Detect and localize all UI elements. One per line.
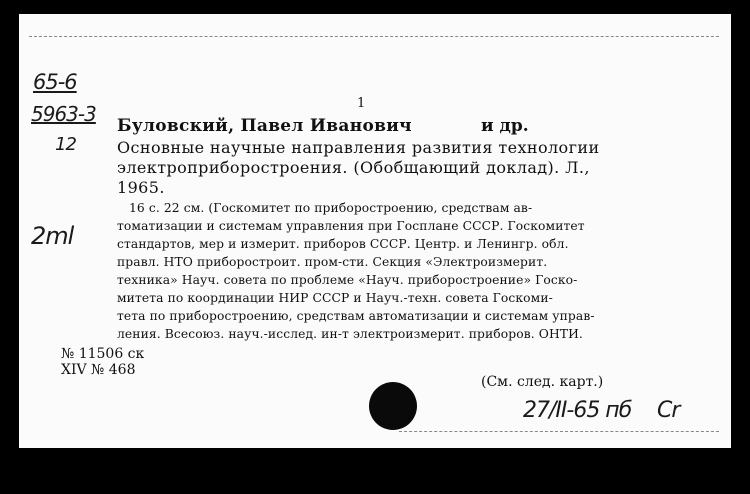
title-line-2: электроприборостроения. (Обобщающий доклад). Л., (117, 158, 590, 177)
body-line-8: ления. Всесоюз. науч.-исслед. ин-т электроизмерит. приборов. ОНТИ. (117, 327, 583, 341)
bottom-dashed-rule (399, 431, 719, 432)
punch-hole (369, 382, 417, 430)
continuation-note: (См. след. карт.) (481, 374, 604, 390)
title-line-3: 1965. (117, 178, 165, 197)
body-line-2: томатизации и системам управления при Госплане СССР. Госкомитет (117, 219, 585, 233)
handwritten-stamp-initials: Cr (657, 398, 680, 423)
author-name: Буловский, Павел Иванович (117, 116, 412, 136)
body-line-1: 16 с. 22 см. (Госкомитет по приборостроению, средствам ав- (129, 201, 533, 215)
body-line-3: стандартов, мер и измерит. приборов СССР. Центр. и Ленингр. обл. (117, 237, 569, 251)
coauthors: и др. (481, 116, 529, 136)
top-dashed-rule (29, 36, 719, 37)
handwritten-date-stamp: 27/II-65 пб (523, 398, 632, 423)
handwritten-shelf-mark: 65-6 (33, 70, 77, 94)
handwritten-shelf-mark-2: 5963-3 (31, 102, 96, 126)
handwritten-shelf-mark-3: 12 (55, 134, 76, 155)
body-line-7: тета по приборостроению, средствам автоматизации и системам управ- (117, 309, 595, 323)
body-line-6: митета по координации НИР СССР и Науч.-техн. совета Госкоми- (117, 291, 553, 305)
volume-number: XIV № 468 (61, 362, 136, 378)
inventory-number: № 11506 ск (61, 346, 145, 362)
body-line-4: правл. НТО приборостроит. пром-сти. Секция «Электроизмерит. (117, 255, 548, 269)
card-number: 1 (357, 96, 366, 111)
catalog-card (19, 14, 731, 448)
handwritten-initials: 2ml (31, 222, 74, 250)
title-line-1: Основные научные направления развития технологии (117, 138, 600, 157)
body-line-5: техника» Науч. совета по проблеме «Науч. приборостроение» Госко- (117, 273, 578, 287)
